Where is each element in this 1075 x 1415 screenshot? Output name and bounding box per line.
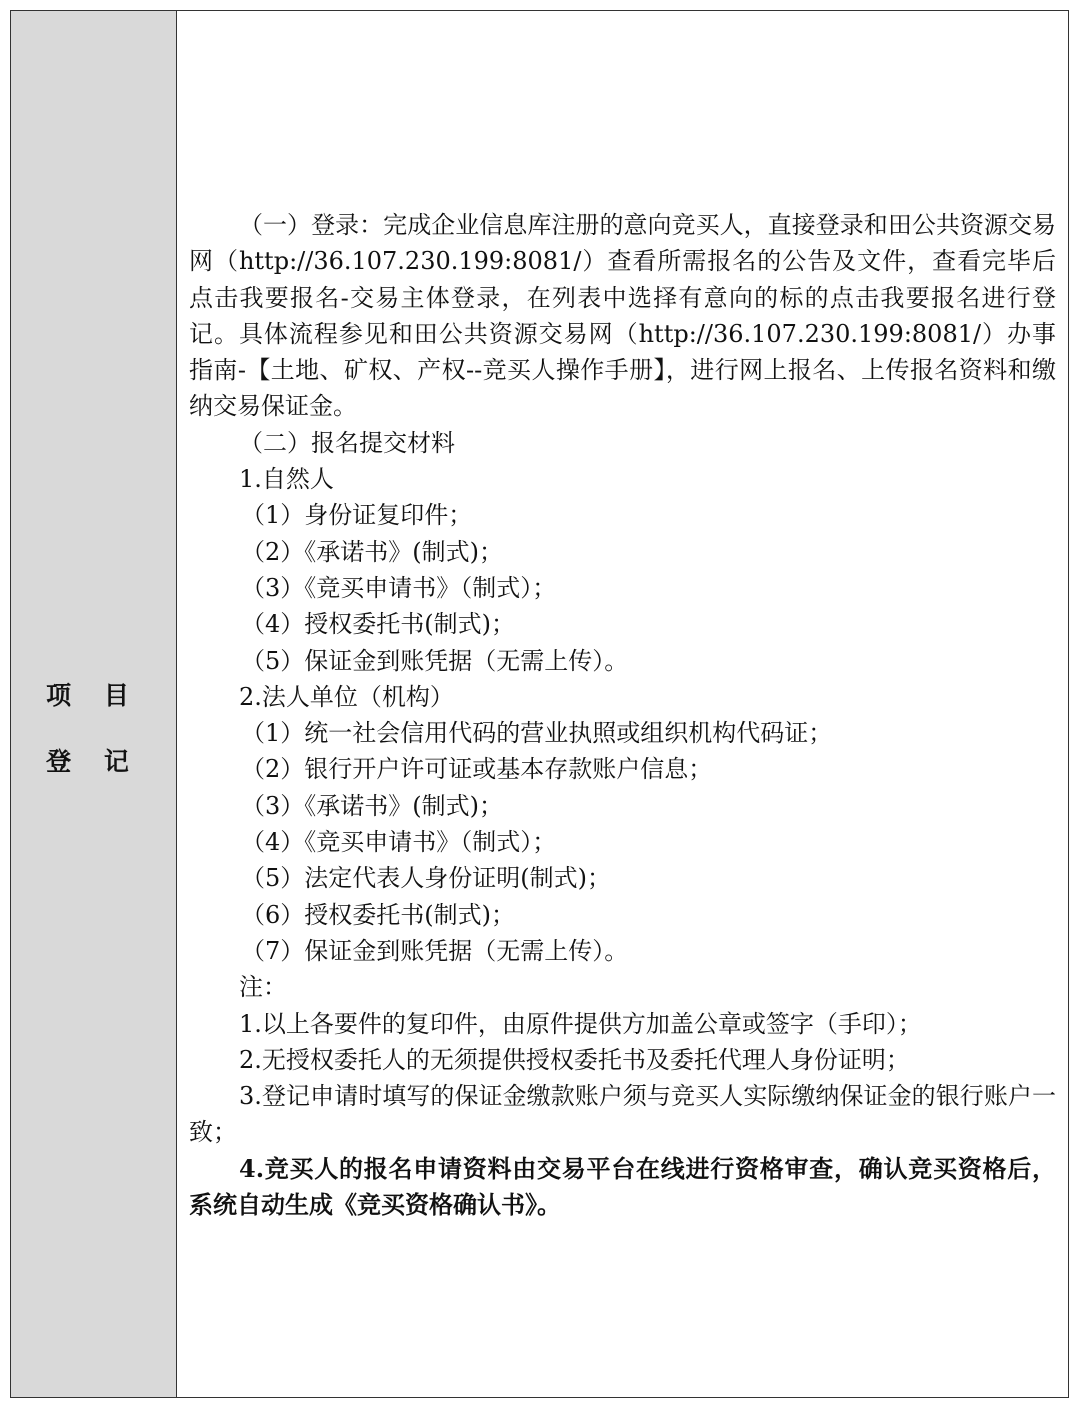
row-label-line-2: 登 记 — [46, 747, 141, 776]
content-paragraph: （5）保证金到账凭据（无需上传）。 — [241, 646, 629, 675]
content-paragraph: （5）法定代表人身份证明(制式)； — [241, 864, 611, 893]
content-paragraph: 4.竞买人的报名申请资料由交易平台在线进行资格审查，确认竞买资格后，系统自动生成《竞买资格确认书》。 — [189, 1153, 1056, 1220]
content-paragraph: （2）《承诺书》(制式)； — [241, 537, 503, 566]
content-paragraph: （二）报名提交材料 — [239, 428, 455, 457]
content-paragraph: 1.自然人 — [239, 465, 334, 494]
content-paragraph: （一）登录：完成企业信息库注册的意向竞买人，直接登录和田公共资源交易网（http://36.107.230.199:8081/）查看所需报名的公告及文件，查看完毕后点击我要报名-交易主体登录，在列表中选择有意向的标的点击我要报名进行登记。具体流程参见和田公共资源交易网（http://36.107.230.199:8081/）办事指南-【土地、矿权、产权--竞买人操作手册】，进行网上报名、上传报名资料和缴纳交易保证金。 — [189, 211, 1056, 421]
content-paragraph: （4）授权委托书(制式)； — [241, 610, 515, 639]
content-paragraph: （4）《竞买申请书》（制式）； — [241, 828, 557, 857]
content-paragraph: （6）授权委托书(制式)； — [241, 900, 515, 929]
content-paragraph: 2.法人单位（机构） — [239, 682, 454, 711]
registration-table — [10, 10, 1069, 1398]
label-cell — [11, 11, 177, 1397]
content-paragraph: （3）《承诺书》(制式)； — [241, 791, 503, 820]
content-paragraph: 1.以上各要件的复印件，由原件提供方加盖公章或签字（手印）； — [239, 1009, 922, 1038]
content-paragraph: 注： — [239, 973, 287, 1002]
content-paragraph: （2）银行开户许可证或基本存款账户信息； — [241, 755, 713, 784]
registration-content — [189, 207, 1056, 1223]
content-paragraph: （3）《竞买申请书》（制式）； — [241, 573, 557, 602]
content-paragraph: （7）保证金到账凭据（无需上传）。 — [241, 936, 629, 965]
content-cell — [177, 11, 1068, 1397]
content-paragraph: 2.无授权委托人的无须提供授权委托书及委托代理人身份证明； — [239, 1045, 910, 1074]
content-paragraph: （1）身份证复印件； — [241, 501, 473, 530]
content-paragraph: 3.登记申请时填写的保证金缴款账户须与竞买人实际缴纳保证金的银行账户一致； — [189, 1082, 1056, 1147]
content-paragraph: （1）统一社会信用代码的营业执照或组织机构代码证； — [241, 719, 833, 748]
row-label — [11, 663, 176, 795]
row-label-line-1: 项 目 — [46, 681, 141, 710]
